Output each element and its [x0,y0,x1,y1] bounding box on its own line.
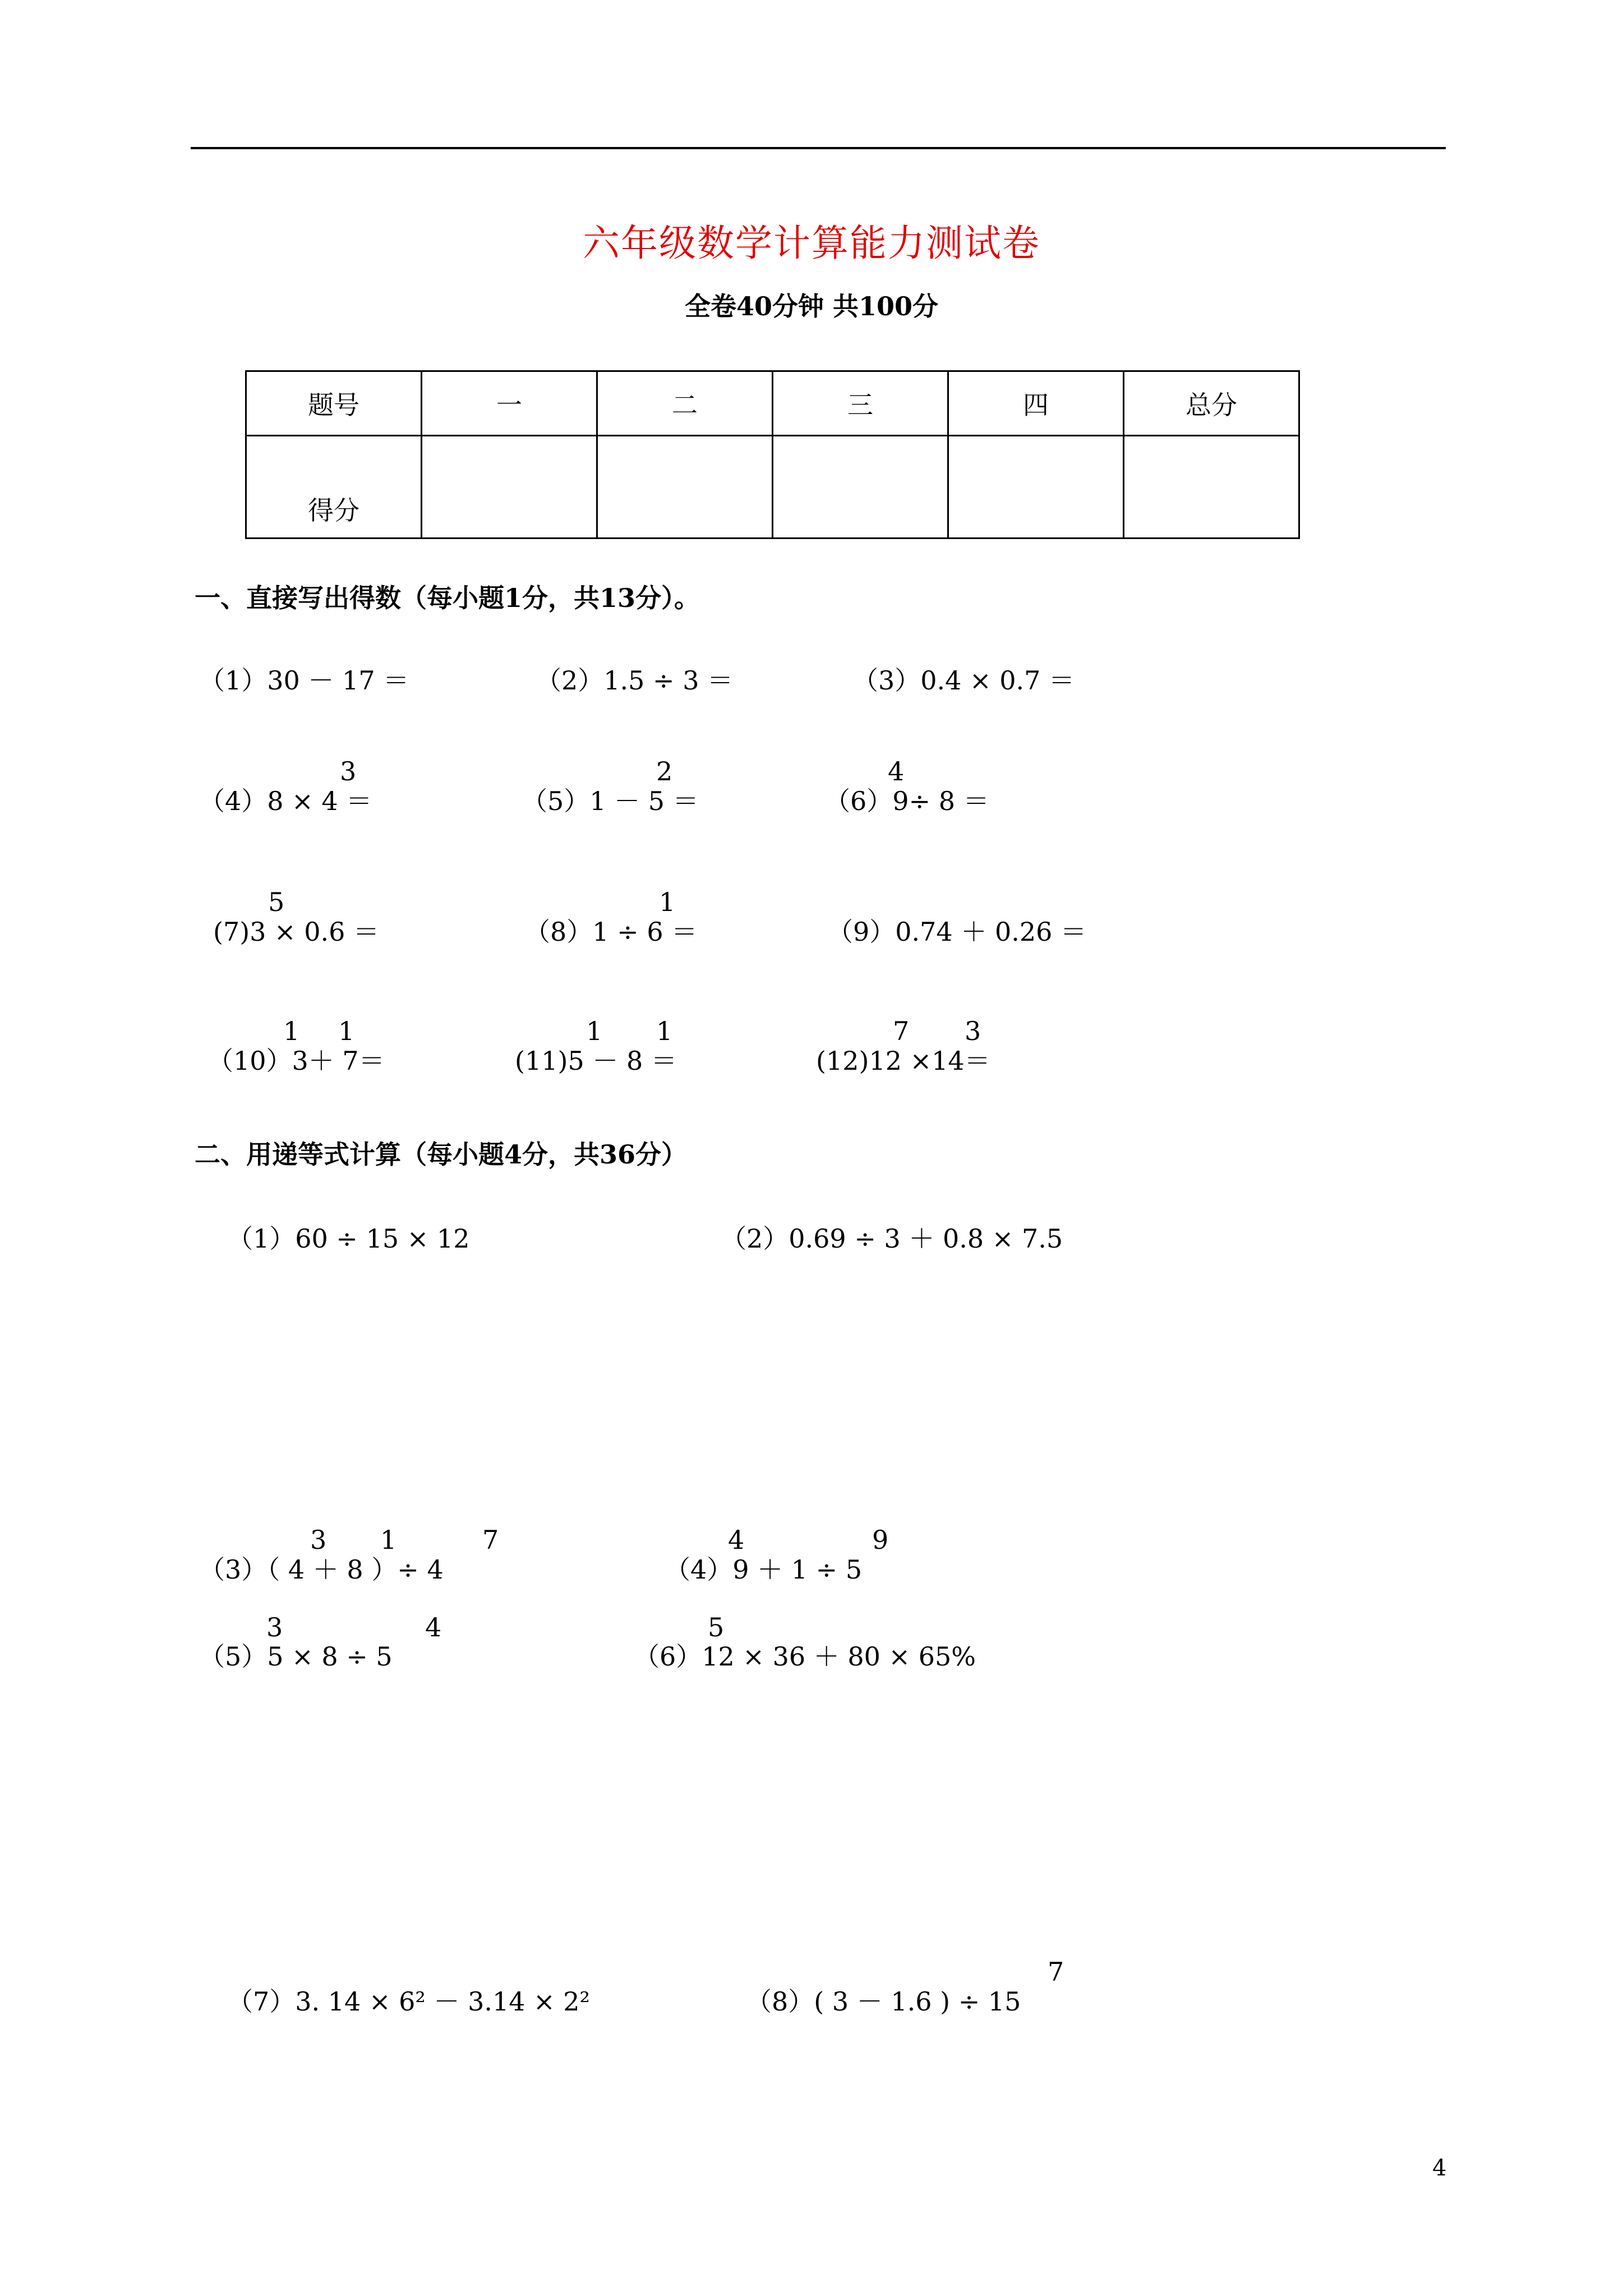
fraction-numerator: 5 [708,1612,725,1642]
problem [522,788,699,814]
fraction-numerator: 5 [268,887,285,917]
problem [213,919,379,945]
problem [227,1223,470,1254]
score-table-header-row [246,371,1299,436]
problem-label: （4） [199,786,268,816]
problem-expression: 1 ÷ 6 ＝ [592,917,698,947]
fraction-numerator: 7 [893,1016,910,1046]
problem-expression: （ 4 ＋ 8 ）÷ 4 [267,1554,444,1585]
score-header-cell: 四 [948,371,1124,436]
problem-expression: ( 3 － 1.6 ) ÷ 15 [814,1986,1021,2017]
problem-label: （3） [852,665,921,696]
problem-expression: 9÷ 8 ＝ [892,786,989,816]
problem [827,919,1086,945]
score-cell [1124,436,1299,539]
score-table-score-row [246,436,1299,539]
fraction-numerator: 3 [310,1525,327,1555]
fraction-numerator: 2 [656,756,673,786]
problem-label: (11) [515,1046,568,1076]
page-title: 六年级数学计算能力测试卷 [583,222,1040,265]
score-header-cell: 二 [597,371,773,436]
problem [816,1048,990,1074]
score-cell [597,436,773,539]
problem-expression: 3. 14 × 6² － 3.14 × 2² [295,1986,590,2017]
fraction-numerator: 3 [340,756,357,786]
problem [515,1048,677,1074]
score-cell [948,436,1124,539]
problem-expression: 5 － 8 ＝ [568,1046,677,1076]
problem-expression: 12 × 36 ＋ 80 × 65% [702,1641,976,1672]
problem-label: （3） [199,1554,268,1585]
fraction-numerator: 3 [965,1016,981,1046]
fraction-numerator: 1 [283,1016,300,1046]
problem [634,1641,976,1672]
problem-expression: 9 ＋ 1 ÷ 5 [732,1554,863,1585]
problem-label: （1） [227,1223,296,1254]
fraction-numerator: 1 [586,1016,603,1046]
score-row-label: 得分 [246,436,422,539]
problem-expression: 3＋ 7＝ [292,1046,385,1076]
problem-label: （2） [536,665,604,696]
problem [199,665,409,696]
problem-label: (12) [816,1046,869,1076]
score-header-cell: 三 [773,371,948,436]
score-header-cell: 一 [422,371,597,436]
page-number: 4 [1432,2155,1447,2181]
problem-expression: 1.5 ÷ 3 ＝ [603,665,734,696]
problem-label: （6） [634,1641,702,1672]
score-header-cell: 总分 [1124,371,1299,436]
problem [199,1554,444,1585]
problem-label: （5） [522,786,590,816]
fraction-numerator: 1 [380,1525,397,1555]
problem-label: （9） [827,917,896,947]
problem-expression: 0.4 × 0.7 ＝ [920,665,1075,696]
problem [536,665,734,696]
score-table [245,370,1300,539]
header-rule [191,147,1446,149]
problem-expression: 0.74 ＋ 0.26 ＝ [895,917,1086,947]
problem [852,665,1075,696]
fraction-numerator: 4 [425,1612,442,1642]
fraction-numerator: 7 [1048,1957,1064,1987]
section2-heading: 二、用递等式计算（每小题4分，共36分） [195,1139,688,1170]
problem-expression: 60 ÷ 15 × 12 [295,1223,470,1254]
problem-label: （7） [227,1986,296,2017]
problem [208,1048,385,1074]
problem-label: （5） [199,1641,268,1672]
problem [199,788,372,814]
fraction-numerator: 1 [659,887,676,917]
score-cell [422,436,597,539]
problem-expression: 12 ×14＝ [869,1046,990,1076]
fraction-numerator: 7 [482,1525,499,1555]
problem [824,788,989,814]
problem [199,1641,393,1672]
problem-label: （2） [721,1223,789,1254]
fraction-numerator: 4 [728,1525,745,1555]
problem [227,1986,590,2017]
fraction-numerator: 3 [266,1612,283,1642]
problem-label: （8） [524,917,593,947]
problem-expression: 1 － 5 ＝ [589,786,699,816]
fraction-numerator: 1 [656,1016,673,1046]
problem-label: (7) [213,917,250,947]
fraction-numerator: 1 [338,1016,355,1046]
problem-expression: 0.69 ÷ 3 ＋ 0.8 × 7.5 [789,1223,1063,1254]
section1-heading: 一、直接写出得数（每小题1分，共13分）。 [195,583,700,613]
fraction-numerator: 9 [872,1525,889,1555]
score-cell [773,436,948,539]
problem-expression: 3 × 0.6 ＝ [250,917,380,947]
problem-label: （4） [665,1554,733,1585]
score-header-cell: 题号 [246,371,422,436]
problem-expression: 8 × 4 ＝ [267,786,372,816]
problem-label: （8） [746,1986,814,2017]
problem [665,1554,863,1585]
problem-label: （10） [208,1046,292,1076]
problem-expression: 5 × 8 ÷ 5 [267,1641,393,1672]
problem-label: （6） [824,786,893,816]
problem-expression: 30 － 17 ＝ [267,665,409,696]
fraction-numerator: 4 [888,756,905,786]
problem [524,919,697,945]
problem-label: （1） [199,665,268,696]
problem [721,1223,1063,1254]
problem [746,1986,1021,2017]
exam-subtitle: 全卷40分钟 共100分 [684,291,939,321]
